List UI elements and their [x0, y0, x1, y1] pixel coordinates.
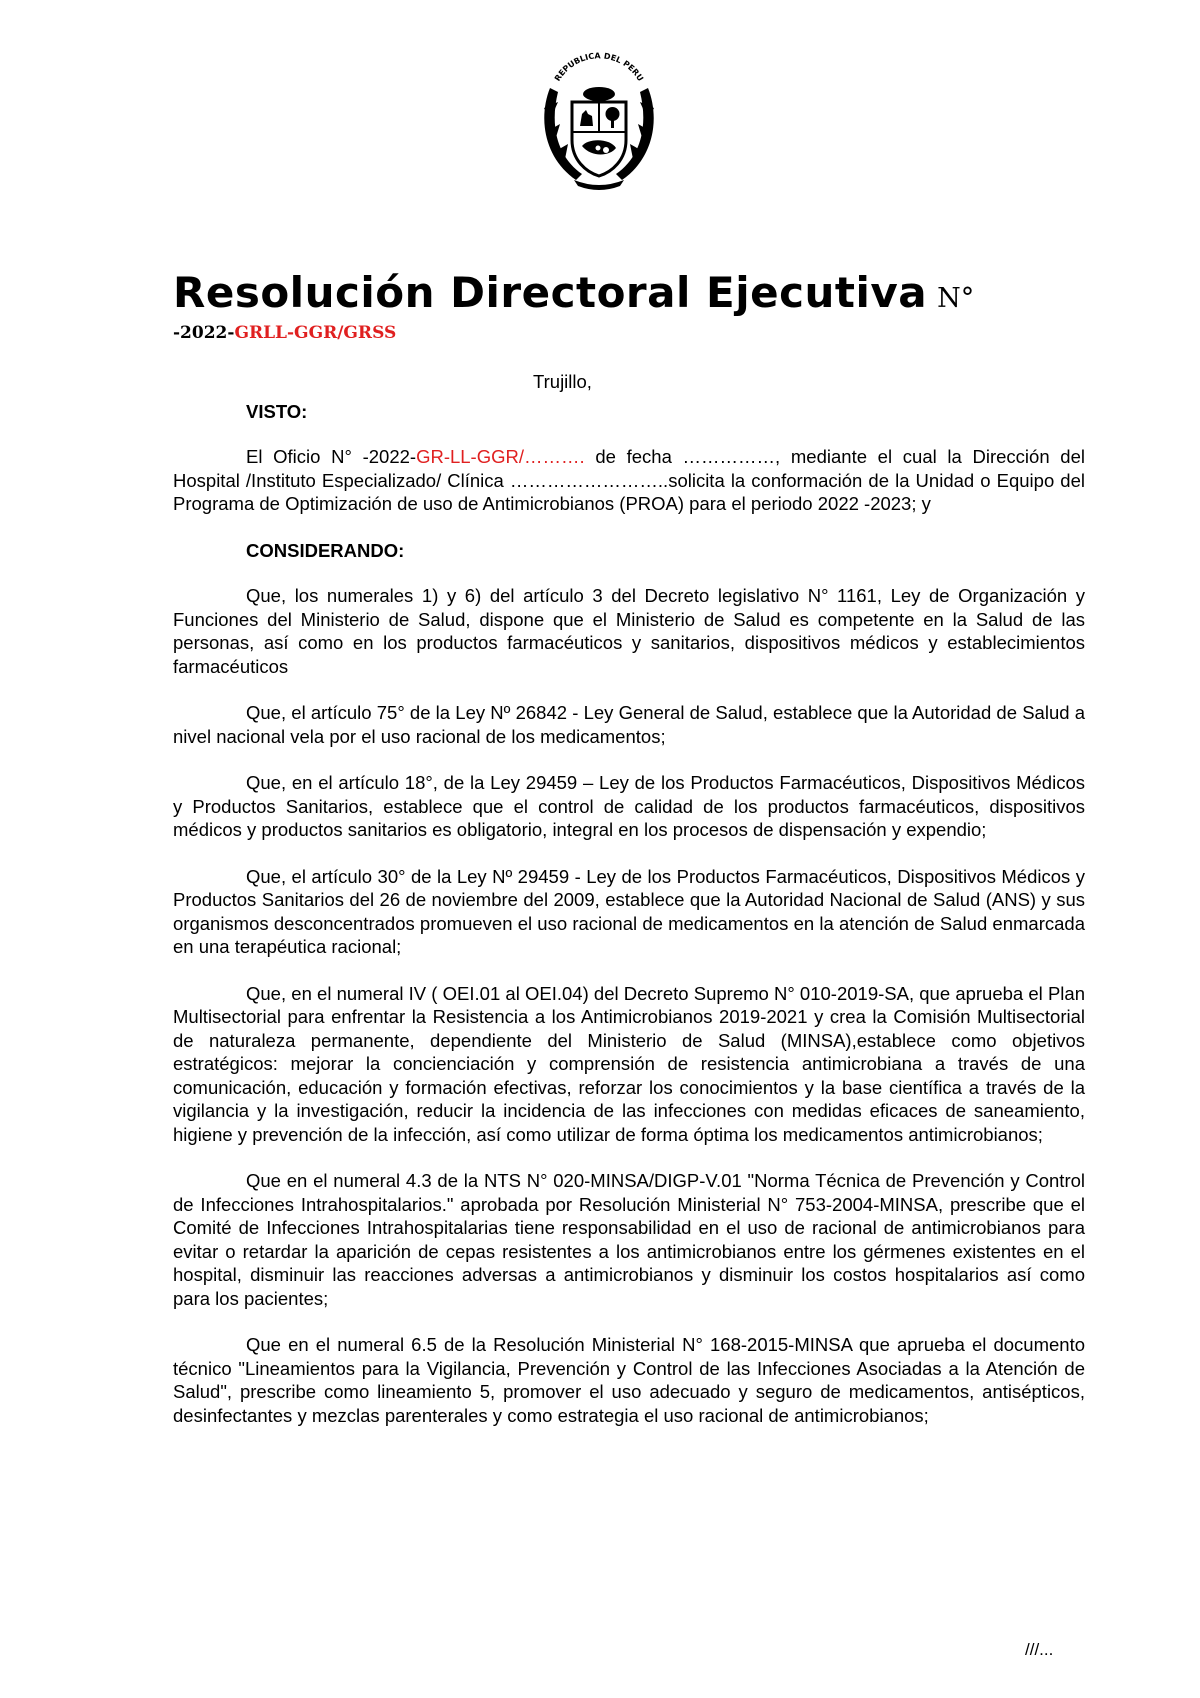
coat-of-arms-icon [536, 48, 662, 194]
code-suffix: GRLL-GGR/GRSS [234, 323, 397, 343]
code-prefix: -2022- [173, 323, 235, 343]
considerando-paragraph: Que, en el numeral IV ( OEI.01 al OEI.04) del Decreto Supremo N° 010-2019-SA, que aprueba el Plan Multisectorial para enfrentar la Resistencia a los Antimicrobianos 2019-2021 y crea la Comisión Multisectorial de naturaleza permanente, dependiente del Ministerio de Salud (MINSA),establece como objetivos estratégicos: mejorar la concienciación y comprensión de resistencia antimicrobiana a través de una comunicación, educación y formación efectivas, reforzar los conocimientos y la base científica a través de la vigilancia y la investigación, reducir la incidencia de las infecciones con medidas eficaces de saneamiento, higiene y prevención de la infección, así como utilizar de forma óptima los medicamentos antimicrobianos; [173, 982, 1085, 1145]
continuation-mark: ///... [1025, 1640, 1054, 1659]
city-line: Trujillo, [533, 371, 592, 392]
visto-paragraph [173, 445, 1085, 516]
title-line [173, 268, 1073, 317]
considerando-heading: CONSIDERANDO: [246, 539, 405, 561]
document-body [173, 370, 1085, 1450]
number-sign: N° [937, 283, 975, 314]
visto-heading: VISTO: [246, 400, 308, 422]
document-title: Resolución Directoral Ejecutiva [173, 268, 928, 317]
considerando-paragraph: Que en el numeral 6.5 de la Resolución Ministerial N° 168-2015-MINSA que aprueba el documento técnico "Lineamientos para la Vigilancia, Prevención y Control de las Infecciones Asociadas a la Atención de Salud", prescribe como lineamiento 5, promover el uso adecuado y seguro de medicamentos, antisépticos, desinfectantes y mezclas parenterales y como estrategia el uso racional de antimicrobianos; [173, 1334, 1085, 1426]
resolution-code [173, 323, 396, 343]
considerando-paragraph: Que, en el artículo 18°, de la Ley 29459 – Ley de los Productos Farmacéuticos, Dispositivos Médicos y Productos Sanitarios, establece que el control de calidad de los productos farmacéuticos, dispositivos médicos y productos sanitarios es obligatorio, integral en los procesos de dispensación y expendio; [173, 772, 1085, 840]
svg-text:REPUBLICA DEL PERU: REPUBLICA DEL PERU [552, 51, 646, 83]
considerando-paragraph: Que, el artículo 75° de la Ley Nº 26842 - Ley General de Salud, establece que la Autoridad de Salud a nivel nacional vela por el uso racional de los medicamentos; [173, 702, 1085, 747]
considerando-paragraph: Que en el numeral 4.3 de la NTS N° 020-MINSA/DIGP-V.01 "Norma Técnica de Prevención y Control de Infecciones Intrahospitalarios." aprobada por Resolución Ministerial N° 753-2004-MINSA, prescribe que el Comité de Infecciones Intrahospitalarias tiene responsabilidad en el uso de racional de antimicrobianos para evitar o retardar la aparición de cepas resistentes a los antimicrobianos entre los gérmenes existentes en el hospital, disminuir las reacciones adversas a antimicrobianos y disminuir los costos hospitalarios así como para los pacientes; [173, 1170, 1085, 1309]
considerando-paragraph: Que, los numerales 1) y 6) del artículo 3 del Decreto legislativo N° 1161, Ley de Organización y Funciones del Ministerio de Salud, dispone que el Ministerio de Salud es competente en la Salud de las personas, así como en los productos farmacéuticos y sanitarios, dispositivos médicos y establecimientos farmacéuticos [173, 585, 1085, 677]
considerando-paragraph: Que, el artículo 30° de la Ley Nº 29459 - Ley de los Productos Farmacéuticos, Dispositivos Médicos y Productos Sanitarios del 26 de noviembre del 2009, establece que la Autoridad Nacional de Salud (ANS) y sus organismos desconcentrados promueven el uso racional de medicamentos en la atención de Salud enmarcada en una terapéutica racional; [173, 865, 1085, 957]
visto-part1: El Oficio N° -2022- [246, 446, 417, 467]
coat-of-arms-seal [536, 48, 662, 194]
visto-part2: de fecha ……………, mediante el cual la Dirección del Hospital /Instituto Especializado/ Clínica ……………………..solicita la conformación de la Unidad o Equipo del Programa de Optimización de uso de Antimicrobianos (PROA) para el periodo 2022 -2023; y [173, 446, 1085, 514]
visto-red-part: GR-LL-GGR/………. [416, 446, 585, 467]
